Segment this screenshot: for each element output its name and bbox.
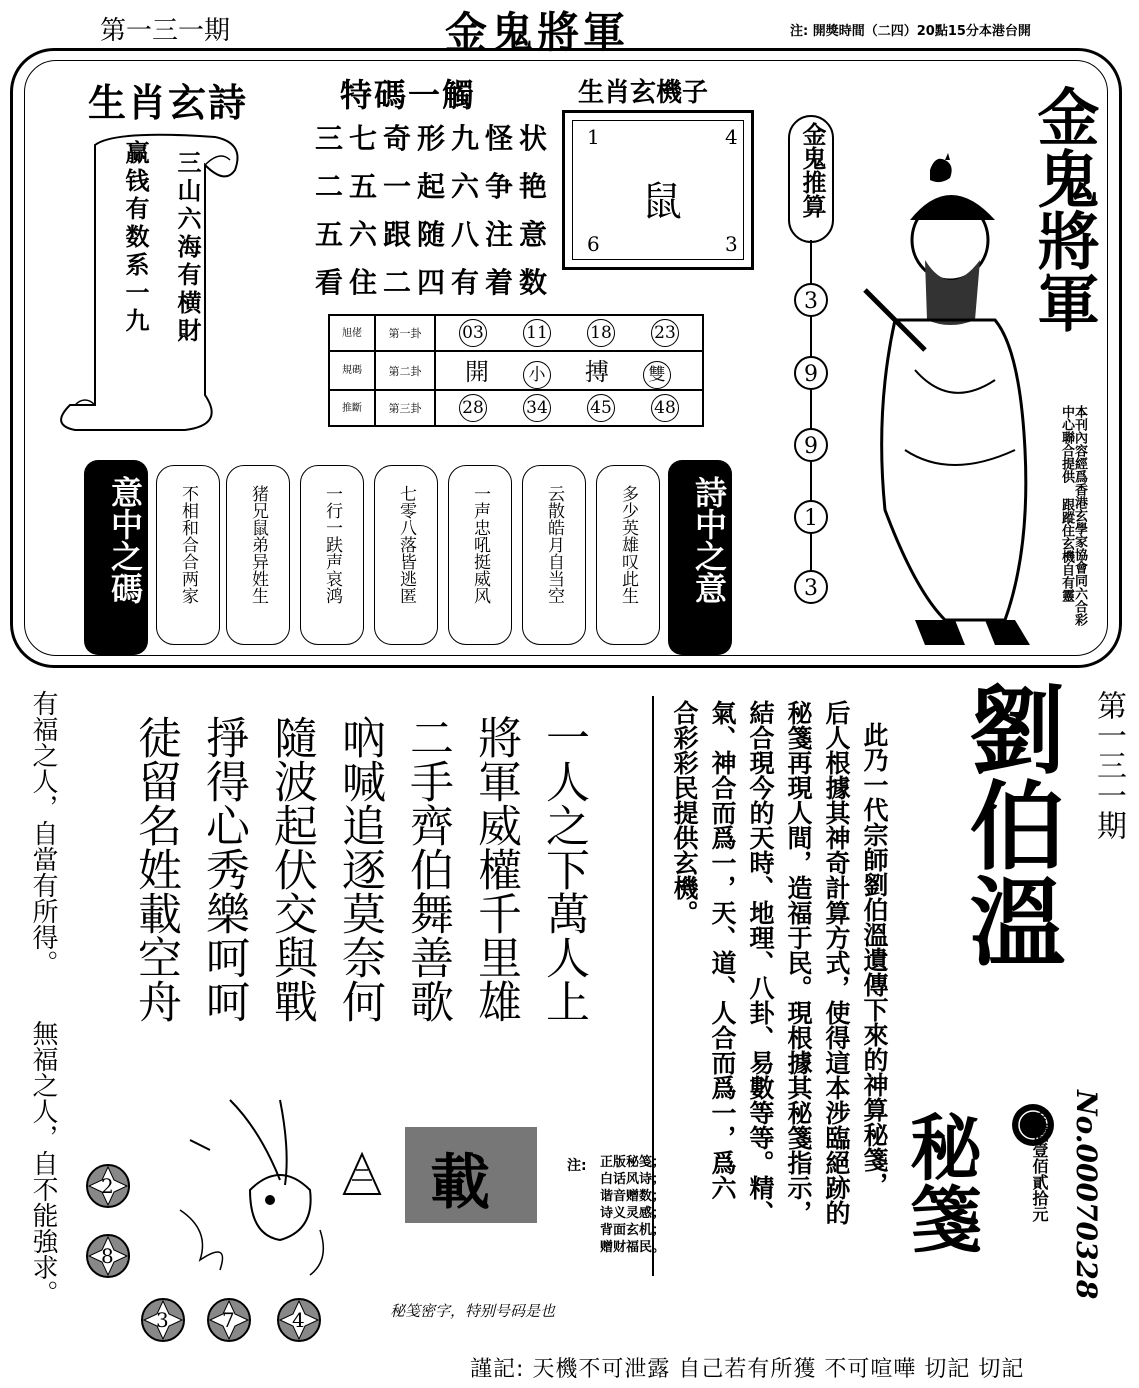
table-row: [329, 315, 703, 351]
special-line-1: 三七奇形九怪状: [315, 122, 554, 155]
number-ball: 18: [587, 319, 615, 347]
note-line: 白话风诗；: [600, 1172, 666, 1187]
intro-col-4: 結合現今的天時、地理、八卦、易數等等。精、: [746, 700, 775, 1225]
price: 定價壹佰貳拾元: [1030, 1110, 1049, 1222]
liu-issue: 第一三一期: [1091, 690, 1126, 840]
calc-number: 3: [794, 570, 828, 604]
main-poem-col: 掙得心秀樂呵呵: [198, 715, 249, 1023]
row-label: 規碼: [329, 351, 375, 390]
liu-title: 劉伯溫: [954, 680, 1067, 968]
main-poem-col: 吶喊追逐莫奈何: [334, 715, 385, 1023]
zodiac-num-tr: 4: [725, 125, 738, 149]
zodiac-num-br: 3: [725, 232, 738, 256]
special-line-2: 二五一起六争艳: [315, 170, 554, 203]
publisher-line-2: 中心聯合提供 跟蹤住玄機自有靈: [1059, 405, 1074, 602]
left-saying-2: 無福之人，自不能強求。: [28, 1020, 58, 1306]
table-row: [329, 351, 703, 390]
card-left-label: 意中之碼: [84, 460, 148, 655]
poem-col-1: 三山六海有横財: [173, 150, 202, 346]
zodiac-box-title: 生肖玄機子: [578, 78, 709, 108]
note-label: 注:: [567, 1158, 587, 1174]
number-ball: 11: [523, 319, 551, 347]
brand-vertical: 金鬼將軍: [1027, 85, 1100, 333]
zodiac-poem-title: 生肖玄詩: [88, 80, 249, 125]
calc-number: 3: [794, 283, 828, 317]
card-text: 不相和合合两家: [178, 485, 198, 604]
intro-col-6: 合彩彩民提供玄機。: [670, 700, 699, 925]
main-poem-col: 隨波起伏交與戰: [266, 715, 317, 1023]
rooster-icon: [920, 150, 960, 190]
main-poem-col: 二手齊伯舞善歌: [402, 715, 453, 1023]
table-row: [329, 390, 703, 426]
card-text: 七零八落皆逃匿: [396, 485, 416, 604]
zodiac-main-sign: 鼠: [642, 179, 682, 225]
left-saying-1: 有福之人，自當有所得。: [28, 690, 58, 976]
card-right-label: 詩中之意: [668, 460, 732, 655]
issue-number: 第一三一期: [100, 16, 231, 46]
note-line: 谐音赠数；: [600, 1189, 666, 1204]
intro-col-1: 此乃一代宗師劉伯溫遺傳下來的神算秘箋，: [860, 722, 889, 1197]
star-number: 8: [101, 1244, 114, 1268]
intro-col-5: 氣、神合而爲一，天、道、人合而爲一，爲六: [708, 700, 737, 1200]
keyword-ball: 雙: [643, 361, 671, 389]
row-label: 推斷: [329, 390, 375, 426]
star-number: 4: [292, 1308, 305, 1332]
zodiac-num-bl: 6: [587, 232, 600, 256]
number-ball: 45: [587, 394, 615, 422]
intro-col-3: 秘箋再現人間，造福于民。現根據其秘箋指示，: [784, 700, 813, 1225]
card-text: 多少英雄叹此生: [618, 485, 638, 604]
serial-number: No.00070328: [1070, 1090, 1103, 1300]
brand-title: 金鬼將軍: [445, 8, 630, 57]
row-label: 旭佬: [329, 315, 375, 351]
main-poem-col: 徒留名姓載空舟: [130, 715, 181, 1023]
bottom-warning: 謹記: 天機不可泄露 自己若有所獲 不可喧嘩 切記 切記: [470, 1357, 1025, 1382]
main-poem-col: 將軍威權千里雄: [470, 715, 521, 1023]
note-list: [600, 1154, 665, 1256]
gua-table: [328, 314, 704, 427]
number-ball: 34: [523, 394, 551, 422]
number-ball: 23: [651, 319, 679, 347]
calc-number: 1: [794, 500, 828, 534]
note-line: 正版秘笺；: [600, 1155, 666, 1170]
keyword: 開: [465, 358, 489, 386]
star-number: 7: [222, 1308, 235, 1332]
card-text: 一声忠吼挺威风: [470, 485, 490, 604]
main-poem-col: 一人之下萬人上: [538, 715, 589, 1023]
row-values: [435, 315, 703, 351]
row-values: [435, 390, 703, 426]
gua-label: 第二卦: [375, 351, 435, 390]
number-ball: 48: [651, 394, 679, 422]
intro-col-2: 后人根據其神奇計算方式，使得這本涉臨絕跡的: [822, 700, 851, 1225]
gua-label: 第三卦: [375, 390, 435, 426]
calc-label: 金鬼推算: [798, 122, 827, 218]
caption: 秘笺密字，特别号码是也: [390, 1302, 556, 1320]
publisher-note: [1060, 405, 1086, 626]
card-text: 云散皓月自当空: [544, 485, 564, 604]
calc-number: 9: [794, 356, 828, 390]
special-line-4: 看住二四有着数: [315, 266, 554, 299]
special-title: 特碼一觸: [340, 76, 477, 114]
liu-subtitle: 秘箋: [898, 1110, 983, 1254]
zodiac-num-tl: 1: [587, 125, 600, 149]
stamp-character: 載: [430, 1148, 490, 1218]
number-ball: 03: [459, 319, 487, 347]
calc-number: 9: [794, 428, 828, 462]
note-line: 赠财福民。: [600, 1240, 666, 1255]
special-line-3: 五六跟随八注意: [315, 218, 554, 251]
poem-col-2: 赢钱有数系一九: [121, 140, 150, 336]
card-text: 猪兄鼠弟异姓生: [248, 485, 268, 604]
draw-time-note: 注: 開獎時間（二四）20點15分本港台開: [790, 24, 1031, 39]
cone-icon: [340, 1150, 384, 1200]
star-number: 3: [156, 1308, 169, 1332]
row-values: [435, 351, 703, 390]
publisher-line-1: 本刊內容經爲香港玄學家協會同六合彩: [1072, 405, 1087, 626]
gua-label: 第一卦: [375, 315, 435, 351]
keyword: 搏: [585, 358, 609, 386]
keyword-ball: 小: [523, 361, 551, 389]
number-ball: 28: [459, 394, 487, 422]
note-line: 背面玄机；: [600, 1223, 666, 1238]
star-number: 2: [101, 1174, 114, 1198]
card-text: 一行一趺声哀鸿: [322, 485, 342, 604]
note-line: 诗义灵感；: [600, 1206, 666, 1221]
